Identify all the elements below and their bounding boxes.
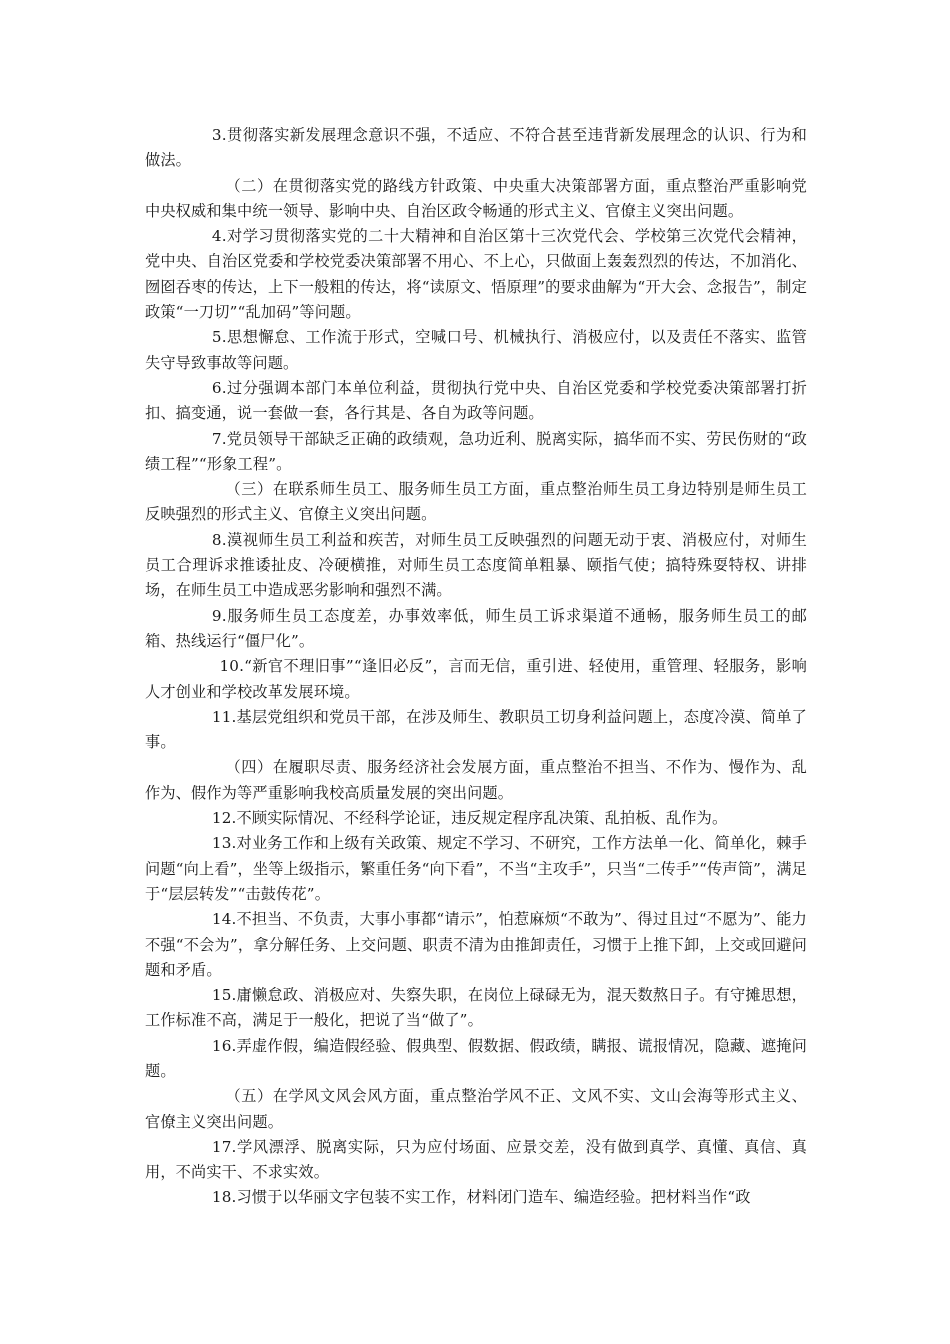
paragraph-item-10: 10.“新官不理旧事”“逢旧必反”，言而无信，重引进、轻使用，重管理、轻服务，影响人才创业和学校改革发展环境。	[145, 657, 807, 701]
paragraph-item-6: 6.过分强调本部门本单位利益，贯彻执行党中央、自治区党委和学校党委决策部署打折扣、搞变通，说一套做一套，各行其是、各自为政等问题。	[145, 378, 807, 423]
paragraph-item-3: 3.贯彻落实新发展理念意识不强，不适应、不符合甚至违背新发展理念的认识、行为和做法。	[145, 126, 807, 170]
paragraph-item-8: 8.漠视师生员工利益和疾苦，对师生员工反映强烈的问题无动于衷、消极应付，对师生员工合理诉求推诿扯皮、冷硬横推，对师生员工态度简单粗暴、颐指气使；搞特殊耍特权、讲排场，在师生员工中造成恶劣影响和强烈不满。	[145, 530, 807, 600]
paragraph-item-5: 5.思想懈怠、工作流于形式，空喊口号、机械执行、消极应付，以及责任不落实、监管失守导致事故等问题。	[145, 328, 807, 372]
section-heading-3: （三）在联系师生员工、服务师生员工方面，重点整治师生员工身边特别是师生员工反映强烈的形式主义、官僚主义突出问题。	[145, 480, 807, 524]
section-heading-4: （四）在履职尽责、服务经济社会发展方面，重点整治不担当、不作为、慢作为、乱作为、假作为等严重影响我校高质量发展的突出问题。	[145, 758, 807, 802]
paragraph-item-17: 17.学风漂浮、脱离实际，只为应付场面、应景交差，没有做到真学、真懂、真信、真用，不尚实干、不求实效。	[145, 1137, 807, 1182]
paragraph-item-14: 14.不担当、不负责，大事小事都“请示”，怕惹麻烦“不敢为”、得过且过“不愿为”、能力不强“不会为”，拿分解任务、上交问题、职责不清为由推卸责任，习惯于上推下卸，上交或回避问题和矛盾。	[145, 910, 807, 979]
section-heading-2: （二）在贯彻落实党的路线方针政策、中央重大决策部署方面，重点整治严重影响党中央权威和集中统一领导、影响中央、自治区政令畅通的形式主义、官僚主义突出问题。	[145, 176, 807, 220]
paragraph-item-13: 13.对业务工作和上级有关政策、规定不学习、不研究，工作方法单一化、简单化，棘手问题“向上看”，坐等上级指示，繁重任务“向下看”，不当“主攻手”，只当“二传手”“传声筒”，满足于“层层转发”“击鼓传花”。	[145, 834, 807, 903]
paragraph-item-9: 9.服务师生员工态度差，办事效率低，师生员工诉求渠道不通畅，服务师生员工的邮箱、热线运行“僵尸化”。	[145, 606, 807, 650]
paragraph-item-4: 4.对学习贯彻落实党的二十大精神和自治区第十三次党代会、学校第三次党代会精神，党中央、自治区党委和学校党委决策部署不用心、不上心，只做面上轰轰烈烈的传达，不加消化、囫囵吞枣的传达，上下一般粗的传达，将“读原文、悟原理”的要求曲解为“开大会、念报告”，制定政策“一刀切”“乱加码”等问题。	[145, 227, 807, 322]
paragraph-item-12: 12.不顾实际情况、不经科学论证，违反规定程序乱决策、乱拍板、乱作为。	[211, 809, 728, 828]
paragraph-item-7: 7.党员领导干部缺乏正确的政绩观，急功近利、脱离实际，搞华而不实、劳民伤财的“政绩工程”“形象工程”。	[145, 429, 807, 473]
paragraph-item-15: 15.庸懒怠政、消极应对、失察失职，在岗位上碌碌无为，混天数熬日子。有守摊思想，工作标准不高，满足于一般化，把说了当“做了”。	[145, 986, 807, 1030]
paragraph-item-18: 18.习惯于以华丽文字包装不实工作，材料闭门造车、编造经验。把材料当作“政	[211, 1188, 751, 1207]
section-heading-5: （五）在学风文风会风方面，重点整治学风不正、文风不实、文山会海等形式主义、官僚主义突出问题。	[145, 1087, 807, 1131]
document-body	[145, 123, 807, 1211]
paragraph-item-11: 11.基层党组织和党员干部，在涉及师生、教职员工切身利益问题上，态度冷漠、简单了事。	[145, 707, 807, 752]
paragraph-item-16: 16.弄虚作假，编造假经验、假典型、假数据、假政绩，瞒报、谎报情况，隐藏、遮掩问题。	[145, 1036, 807, 1080]
